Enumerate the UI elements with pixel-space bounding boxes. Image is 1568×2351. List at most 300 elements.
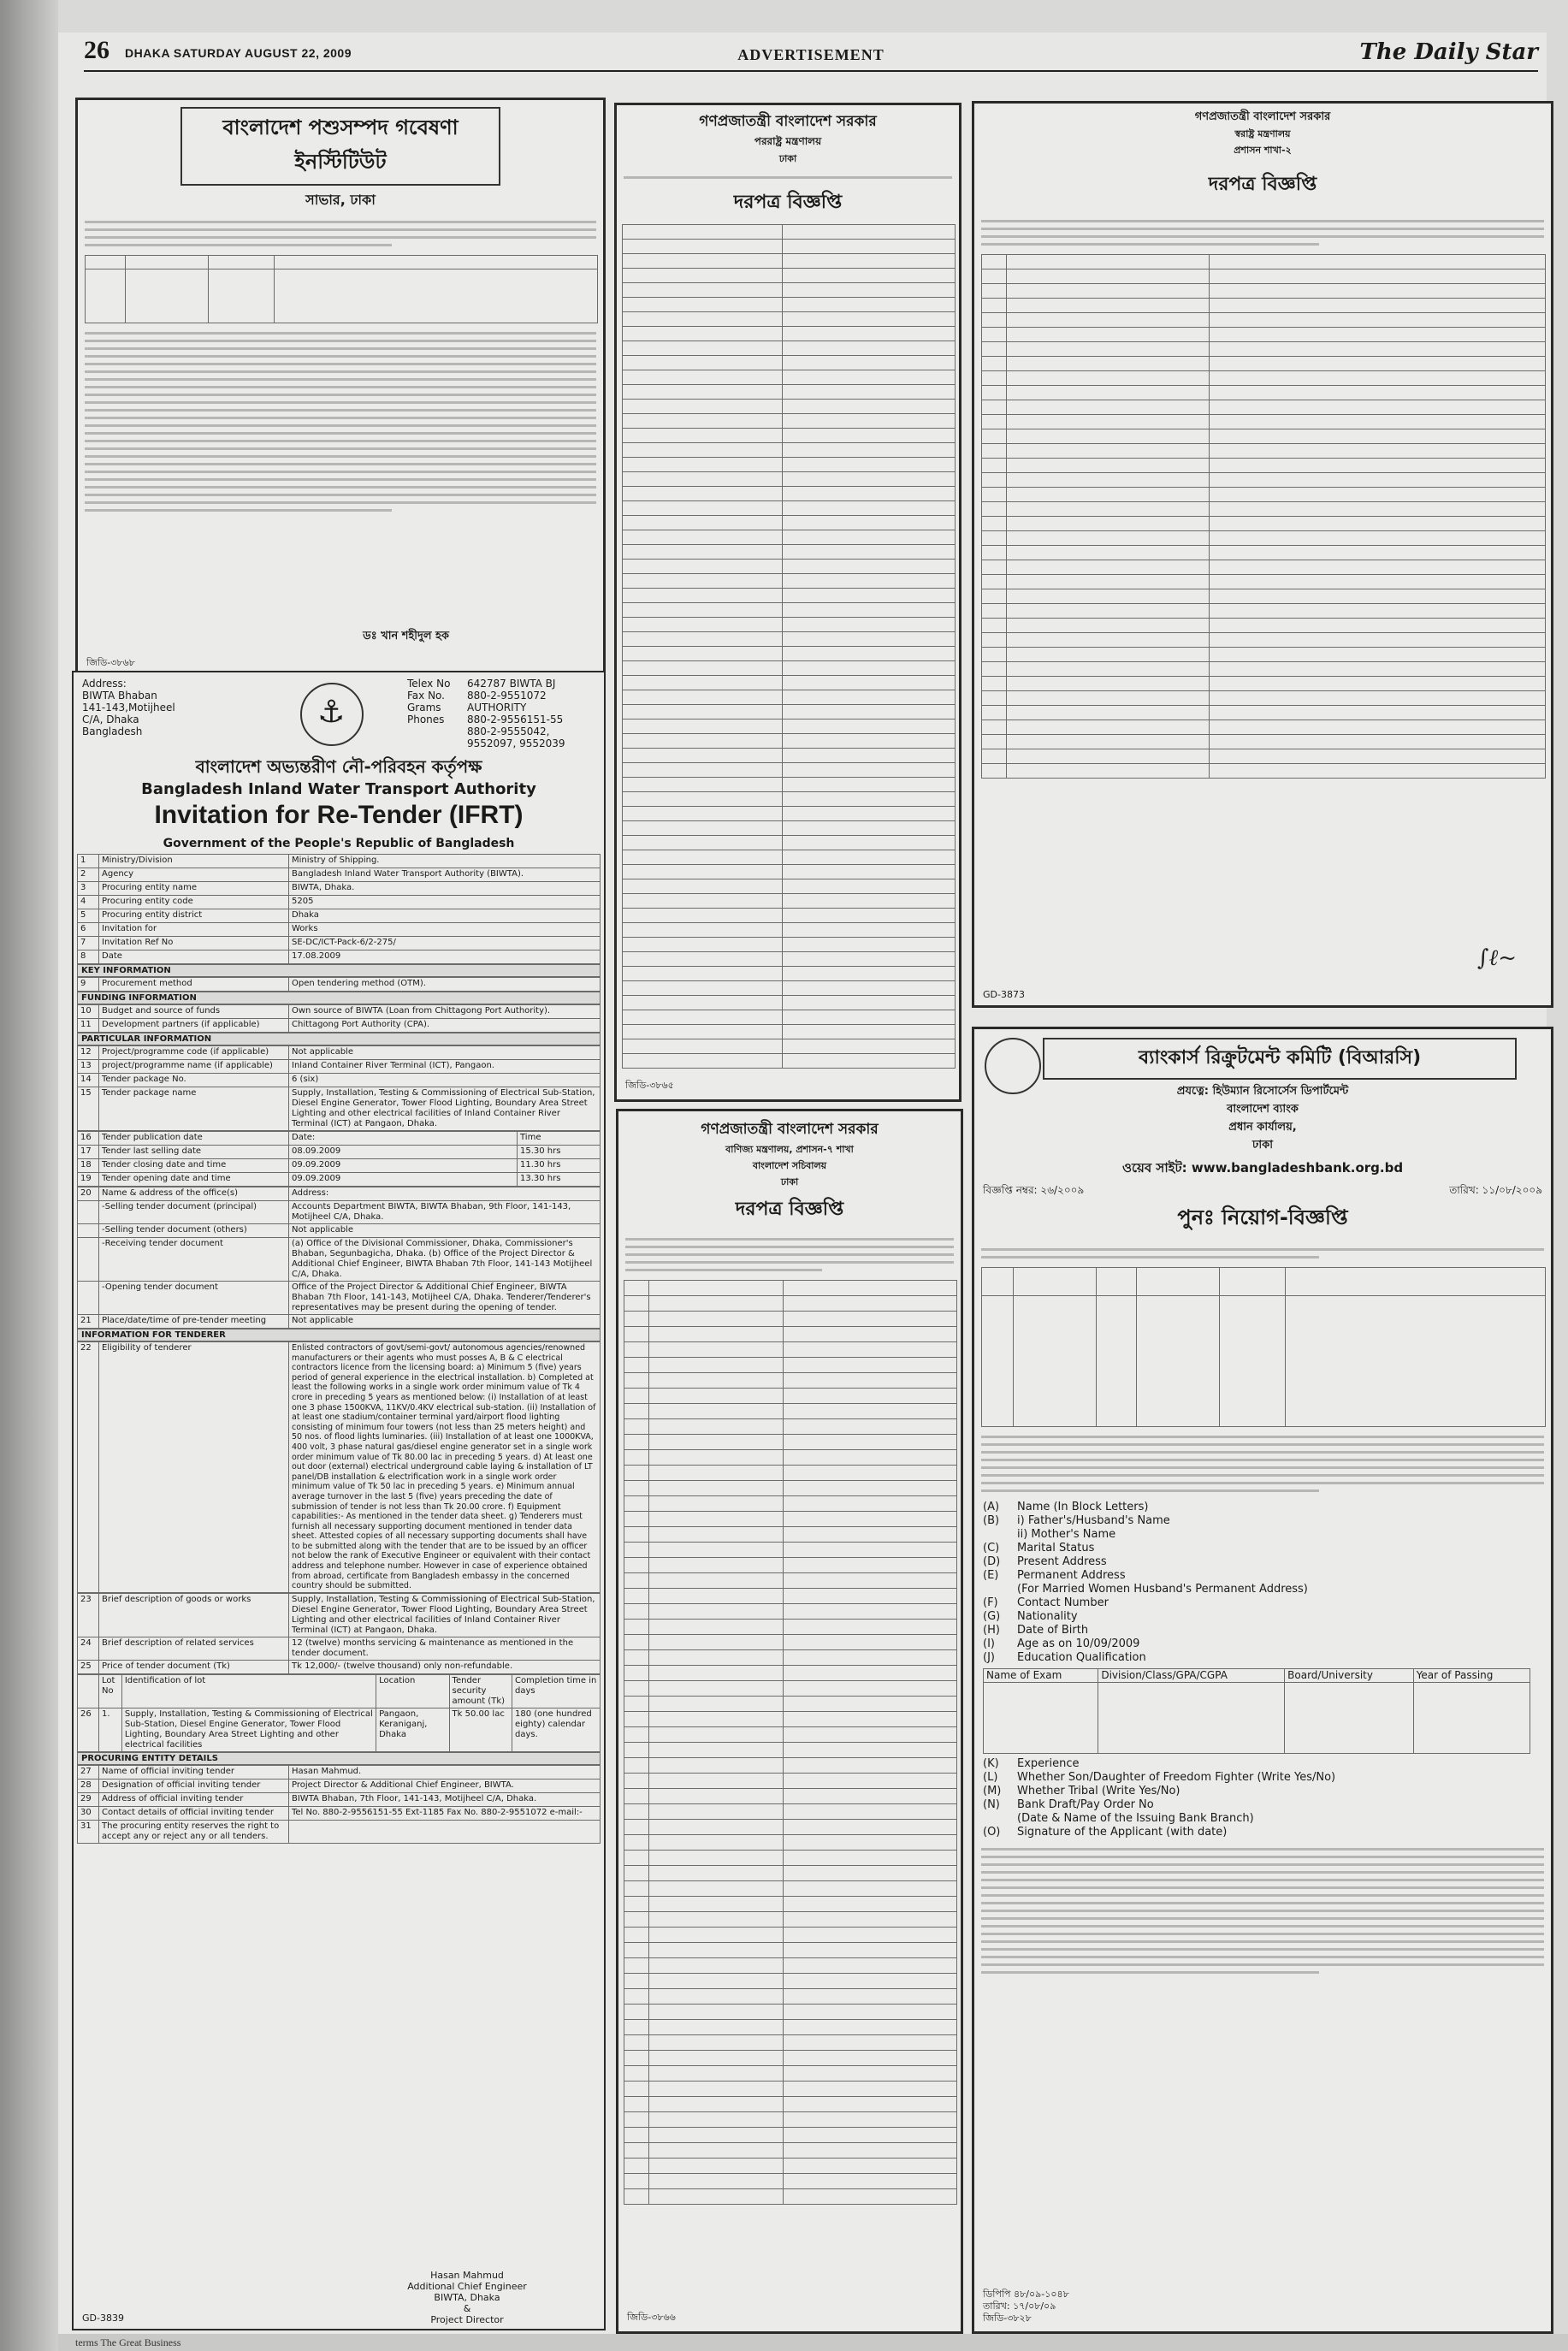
table-row (624, 2035, 957, 2051)
biwta-code: GD-3839 (82, 2313, 124, 2324)
row-value: Hasan Mahmud. (289, 1765, 601, 1779)
table-cell (784, 2143, 957, 2159)
table-cell (1007, 575, 1210, 589)
table-row (623, 298, 956, 312)
table-row (982, 371, 1546, 386)
table-cell (624, 1881, 649, 1897)
table-row (78, 1201, 601, 1224)
table-row (623, 472, 956, 487)
table-cell (1210, 546, 1546, 560)
table-row (624, 1373, 957, 1389)
table-cell (1210, 662, 1546, 677)
table-row (982, 328, 1546, 342)
table-cell (982, 459, 1007, 473)
table-row (78, 1779, 601, 1792)
table-cell (784, 2159, 957, 2174)
form-field-key: (C) (983, 1542, 1000, 1555)
table-cell (623, 705, 783, 720)
table-row (623, 400, 956, 414)
table-cell (624, 1989, 649, 2005)
table-cell (784, 2189, 957, 2205)
row-number: 7 (78, 937, 99, 950)
table-cell (624, 1912, 649, 1928)
table-cell (784, 2128, 957, 2143)
brc-post-table (981, 1267, 1546, 1427)
table-row (623, 1039, 956, 1054)
row-value: Tk 12,000/- (twelve thousand) only non-refundable. (289, 1660, 601, 1673)
table-cell (982, 415, 1007, 429)
table-cell (624, 1543, 649, 1558)
table-cell (649, 2020, 784, 2035)
table-cell (623, 385, 783, 400)
table-cell (1210, 444, 1546, 459)
govt-top-heading: দরপত্র বিজ্ঞপ্তি (733, 192, 843, 213)
govt-mid-ministry: বাণিজ্য মন্ত্রণালয়, প্রশাসন-৭ শাখা (725, 1144, 854, 1155)
table-cell (784, 2051, 957, 2066)
form-field-key: (J) (983, 1651, 995, 1664)
table-cell (624, 1620, 649, 1635)
brc-sub1: প্রযত্নে: হিউম্যান রিসোর্সেস ডিপার্টমেন্ট (1176, 1085, 1349, 1098)
table-cell (784, 1804, 957, 1820)
table-cell (649, 2082, 784, 2097)
form-field (983, 1596, 1542, 1610)
row-value: Project Director & Additional Chief Engineer, BIWTA. (289, 1779, 601, 1792)
table-row (624, 1989, 957, 2005)
table-row (623, 370, 956, 385)
table-cell (623, 981, 783, 996)
form-field-key: (F) (983, 1596, 998, 1609)
table-row (78, 1315, 601, 1329)
table-cell (624, 1296, 649, 1312)
form-field-label: Marital Status (1017, 1542, 1095, 1555)
form-field-key: (O) (983, 1826, 1001, 1839)
table-row (623, 981, 956, 996)
table-cell (783, 996, 956, 1010)
contact-value: 880-2-9555042, (467, 725, 550, 737)
table-row (982, 473, 1546, 488)
table-row (623, 996, 956, 1010)
table-cell (784, 1450, 957, 1466)
table-cell (784, 2112, 957, 2128)
table-cell (623, 967, 783, 981)
signer-line: Project Director (430, 2314, 504, 2325)
row-key: Tender last selling date (99, 1146, 289, 1159)
row-value: Office of the Project Director & Additional Chief Engineer, BIWTA Bhaban 7th Floor, 141-143, Motijheel C/A, Dhaka. Tenderer/Tenderer's representatives may be present during the opening of tender. (289, 1282, 601, 1315)
table-row (624, 2005, 957, 2020)
table-row (623, 603, 956, 618)
table-cell (649, 1419, 784, 1435)
form-field-key: (B) (983, 1514, 1000, 1527)
row-value: Accounts Department BIWTA, BIWTA Bhaban, 9th Floor, 141-143, Motijheel C/A, Dhaka. (289, 1201, 601, 1224)
table-row (78, 1187, 601, 1201)
table-row (982, 342, 1546, 357)
table-row (78, 1074, 601, 1087)
tender-rows (77, 1004, 601, 1033)
table-row (624, 1974, 957, 1989)
table-row (623, 792, 956, 807)
table-cell (624, 1820, 649, 1835)
table-cell (623, 1010, 783, 1025)
brc-form-fields (983, 1501, 1542, 1665)
table-cell (649, 2128, 784, 2143)
table-row (982, 284, 1546, 299)
row-value: 6 (six) (289, 1074, 601, 1087)
table-cell (624, 1389, 649, 1404)
row-number: 10 (78, 1005, 99, 1019)
form-field (983, 1583, 1542, 1596)
row-number: 5 (78, 909, 99, 923)
table-cell (982, 531, 1007, 546)
table-cell (783, 269, 956, 283)
row-key: Tender opening date and time (99, 1173, 289, 1187)
table-row (623, 879, 956, 894)
table-row (624, 1743, 957, 1758)
table-cell (649, 1758, 784, 1774)
table-cell (982, 560, 1007, 575)
table-cell (784, 1512, 957, 1527)
table-cell (624, 1604, 649, 1620)
table-cell (783, 545, 956, 560)
row-number: 30 (78, 1806, 99, 1820)
table-row (624, 2112, 957, 2128)
page-edge-shadow (0, 0, 58, 2351)
table-cell (982, 619, 1007, 633)
row-value: Ministry of Shipping. (289, 855, 601, 868)
ad-commerce-ministry (616, 1109, 963, 2334)
right-top-branch: প্রশাসন শাখা-২ (1234, 145, 1292, 156)
row-number: 3 (78, 882, 99, 896)
right-top-title: গণপ্রজাতন্ত্রী বাংলাদেশ সরকার (1194, 110, 1331, 123)
table-cell (624, 1743, 649, 1758)
form-field (983, 1624, 1542, 1637)
table-cell (783, 516, 956, 530)
table-cell (649, 1943, 784, 1958)
form-field-label: Name (In Block Letters) (1017, 1501, 1149, 1513)
table-cell (649, 1989, 784, 2005)
table-cell (649, 1912, 784, 1928)
row-number: 16 (78, 1132, 99, 1146)
contact-row (407, 690, 565, 702)
row-number: 23 (78, 1593, 99, 1637)
table-row (624, 1573, 957, 1589)
form-field-label: Bank Draft/Pay Order No (1017, 1798, 1154, 1811)
table-row (982, 720, 1546, 735)
education-column-header: Name of Exam (984, 1669, 1098, 1683)
table-cell (783, 341, 956, 356)
table-row (623, 647, 956, 661)
table-cell (1210, 488, 1546, 502)
table-cell (783, 1010, 956, 1025)
table-cell (1007, 648, 1210, 662)
table-cell (1007, 662, 1210, 677)
table-cell (649, 1712, 784, 1727)
table-cell (783, 560, 956, 574)
table-row (623, 705, 956, 720)
table-row (623, 734, 956, 749)
table-row (624, 1943, 957, 1958)
table-cell (784, 2097, 957, 2112)
table-cell (623, 414, 783, 429)
row-value: BIWTA Bhaban, 7th Floor, 141-143, Motijheel C/A, Dhaka. (289, 1792, 601, 1806)
table-row (624, 2051, 957, 2066)
table-cell (1007, 313, 1210, 328)
table-cell (784, 1851, 957, 1866)
table-row (623, 763, 956, 778)
table-cell (783, 923, 956, 938)
row-key: Name of official inviting tender (99, 1765, 289, 1779)
table-cell (783, 836, 956, 850)
table-cell (784, 2005, 957, 2020)
table-cell (649, 1774, 784, 1789)
form-field-key: (L) (983, 1771, 998, 1784)
table-cell (783, 414, 956, 429)
table-cell (623, 370, 783, 385)
lot-header: Completion time in days (512, 1674, 601, 1708)
table-cell (623, 225, 783, 240)
table-row (624, 1774, 957, 1789)
table-cell (784, 1866, 957, 1881)
table-row (78, 1224, 601, 1238)
form-field-label: (Date & Name of the Issuing Bank Branch) (1017, 1812, 1254, 1825)
row-number: 4 (78, 896, 99, 909)
information-for-tenderer-header: INFORMATION FOR TENDERER (77, 1329, 601, 1341)
table-row (624, 1558, 957, 1573)
row-key: -Opening tender document (99, 1282, 289, 1315)
row-value: Open tendering method (OTM). (289, 978, 601, 992)
form-field-key: (I) (983, 1637, 995, 1650)
issue-date: DHAKA SATURDAY AUGUST 22, 2009 (125, 46, 352, 60)
table-row (624, 1681, 957, 1697)
table-cell (1007, 677, 1210, 691)
table-cell (624, 1835, 649, 1851)
table-cell (649, 1312, 784, 1327)
form-field (983, 1785, 1542, 1798)
table-row (623, 312, 956, 327)
table-cell (624, 2189, 649, 2205)
govt-mid-place: ঢাকা (780, 1176, 799, 1187)
tender-rows (77, 1045, 601, 1131)
table-cell (1007, 299, 1210, 313)
form-field-label: Whether Tribal (Write Yes/No) (1017, 1785, 1180, 1797)
table-cell (784, 1758, 957, 1774)
table-row (623, 1025, 956, 1039)
biwta-govt: Government of the People's Republic of Bangladesh (163, 837, 515, 850)
table-row (624, 1419, 957, 1435)
form-field (983, 1798, 1542, 1812)
row-number: 19 (78, 1173, 99, 1187)
contact-value: 880-2-9551072 (467, 690, 547, 702)
table-cell (623, 996, 783, 1010)
row-key: The procuring entity reserves the right to accept any or reject any or all tenders. (99, 1820, 289, 1843)
table-cell (624, 1681, 649, 1697)
table-cell (783, 690, 956, 705)
table-cell (1210, 386, 1546, 400)
row-number: 18 (78, 1159, 99, 1173)
ad-biwta (72, 671, 606, 2330)
page-number: 26 (84, 36, 109, 64)
table-row (624, 1358, 957, 1373)
row-key: Procuring entity district (99, 909, 289, 923)
table-cell (624, 2051, 649, 2066)
table-cell (783, 443, 956, 458)
table-cell (1007, 488, 1210, 502)
row-key: Procuring entity code (99, 896, 289, 909)
table-cell (783, 792, 956, 807)
blri-signer: ডঃ খান শহীদুল হক (363, 630, 449, 643)
table-cell (649, 1327, 784, 1342)
table-row (623, 414, 956, 429)
table-cell (982, 749, 1007, 764)
table-cell (649, 1604, 784, 1620)
anchor-icon: ⚓ (317, 695, 346, 730)
bb-logo (985, 1038, 1041, 1094)
table-cell (649, 1974, 784, 1989)
row-key: Brief description of related services (99, 1637, 289, 1660)
lot-header: Location (376, 1674, 449, 1708)
lot-header: Tender security amount (Tk) (449, 1674, 512, 1708)
table-cell (624, 2082, 649, 2097)
table-cell (623, 909, 783, 923)
table-row (623, 516, 956, 530)
table-cell (783, 647, 956, 661)
table-row (624, 1496, 957, 1512)
table-cell (649, 1958, 784, 1974)
eligibility-row (77, 1341, 601, 1593)
table-row (982, 706, 1546, 720)
table-cell (624, 1312, 649, 1327)
table-cell (623, 894, 783, 909)
table-cell (623, 720, 783, 734)
table-cell (649, 1897, 784, 1912)
education-column-header: Board/University (1285, 1669, 1414, 1683)
row-value: 09.09.2009 (289, 1173, 518, 1187)
table-cell (1210, 313, 1546, 328)
lot-cell: 1. (99, 1708, 122, 1751)
table-cell (982, 371, 1007, 386)
row-value: Not applicable (289, 1046, 601, 1060)
form-field-label: i) Father's/Husband's Name (1017, 1514, 1170, 1527)
table-cell (783, 283, 956, 298)
table-cell (623, 734, 783, 749)
table-row (623, 254, 956, 269)
form-field (983, 1826, 1542, 1839)
table-cell (623, 1025, 783, 1039)
row-value: 5205 (289, 896, 601, 909)
row-value: Not applicable (289, 1315, 601, 1329)
table-cell (783, 705, 956, 720)
table-row (623, 632, 956, 647)
table-cell (784, 1404, 957, 1419)
table-cell (623, 821, 783, 836)
table-row (623, 952, 956, 967)
newspaper-page (58, 33, 1547, 2334)
table-cell (649, 2174, 784, 2189)
govt-mid-secretariat: বাংলাদেশ সচিবালয় (752, 1160, 827, 1171)
row-key: Brief description of goods or works (99, 1593, 289, 1637)
form-field-key: (H) (983, 1624, 1000, 1637)
form-field (983, 1757, 1542, 1771)
table-row (624, 1727, 957, 1743)
table-row (623, 690, 956, 705)
table-row (623, 676, 956, 690)
table-cell (623, 487, 783, 501)
code-line: তারিখ: ১৭/০৮/০৯ (983, 2301, 1056, 2312)
table-row (78, 1159, 601, 1173)
table-cell (649, 1650, 784, 1666)
table-cell (624, 2020, 649, 2035)
table-cell (982, 575, 1007, 589)
table-cell (982, 299, 1007, 313)
table-cell (649, 1804, 784, 1820)
table-cell (649, 1342, 784, 1358)
table-cell (649, 2051, 784, 2066)
govt-top-table (622, 224, 956, 1069)
table-cell (623, 632, 783, 647)
table-cell (784, 1558, 957, 1573)
table-row (78, 1019, 601, 1033)
table-cell (982, 706, 1007, 720)
table-cell (783, 850, 956, 865)
bottom-strip: terms The Great Business (58, 2334, 1568, 2351)
table-cell (982, 255, 1007, 269)
table-row (623, 661, 956, 676)
lot-cell: Tk 50.00 lac (449, 1708, 512, 1751)
table-cell (1210, 575, 1546, 589)
table-cell (783, 981, 956, 996)
table-cell (649, 1481, 784, 1496)
table-row (624, 1789, 957, 1804)
form-field (983, 1514, 1542, 1528)
row-number: 8 (78, 950, 99, 964)
row-key: Tender closing date and time (99, 1159, 289, 1173)
table-cell (624, 1496, 649, 1512)
table-cell (623, 560, 783, 574)
education-column-header: Division/Class/GPA/CGPA (1098, 1669, 1285, 1683)
table-row (623, 429, 956, 443)
table-row (623, 501, 956, 516)
table-row (623, 240, 956, 254)
table-row (624, 1466, 957, 1481)
table-cell (783, 1025, 956, 1039)
table-row (623, 225, 956, 240)
table-row (982, 429, 1546, 444)
table-cell (1210, 459, 1546, 473)
table-cell (1007, 735, 1210, 749)
table-cell (623, 341, 783, 356)
table-cell (624, 1466, 649, 1481)
table-cell (1210, 560, 1546, 575)
table-cell (624, 1958, 649, 1974)
table-cell (783, 225, 956, 240)
brc-website: ওয়েব সাইট: www.bangladeshbank.org.bd (1121, 1160, 1404, 1176)
table-cell (784, 1989, 957, 2005)
table-cell (624, 2112, 649, 2128)
table-row (624, 2189, 957, 2205)
table-row (623, 749, 956, 763)
table-cell (783, 254, 956, 269)
table-cell (1007, 633, 1210, 648)
table-cell (784, 1342, 957, 1358)
table-cell (623, 400, 783, 414)
table-cell (624, 1573, 649, 1589)
table-row (624, 1296, 957, 1312)
table-cell (623, 807, 783, 821)
row-key: Contact details of official inviting tender (99, 1806, 289, 1820)
table-cell (784, 2066, 957, 2082)
table-row (982, 677, 1546, 691)
table-row (982, 604, 1546, 619)
row-key: Eligibility of tenderer (99, 1342, 289, 1593)
